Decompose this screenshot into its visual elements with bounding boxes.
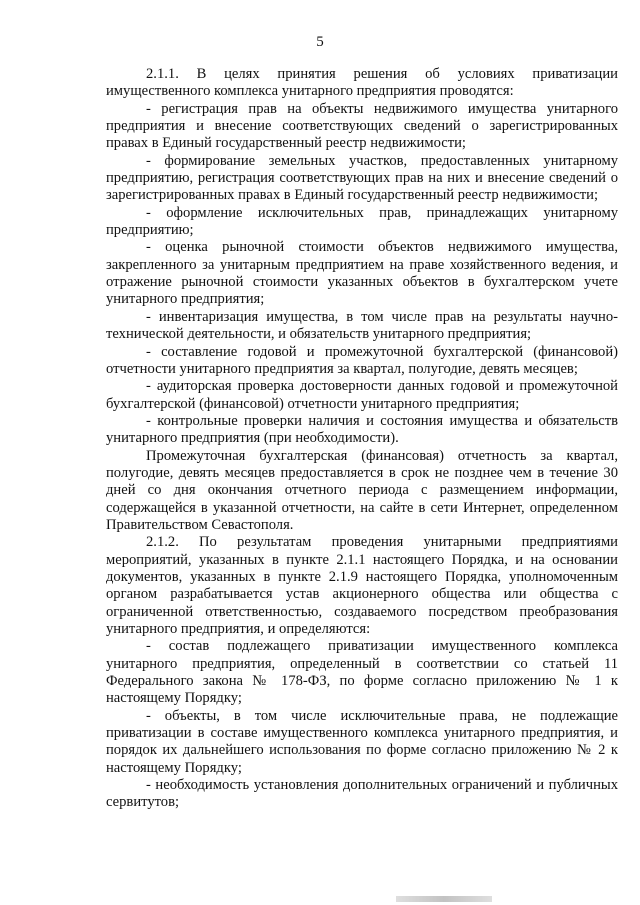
list-item-market-valuation: - оценка рыночной стоимости объектов недвижимого имущества, закрепленного за унитарным предприятием на праве хозяйственного ведения, и отражение рыночной стоимости указанных объектов в бухгалтерском учете унитарного предприятия; <box>106 239 618 308</box>
list-item-control-checks: - контрольные проверки наличия и состояния имущества и обязательств унитарного предприятия (при необходимости). <box>106 412 618 447</box>
list-item-restrictions: - необходимость установления дополнительных ограничений и публичных сервитутов; <box>106 777 618 811</box>
list-item-audit: - аудиторская проверка достоверности данных годовой и промежуточной бухгалтерской (финансовой) отчетности унитарного предприятия; <box>106 378 618 412</box>
scan-edge-mark <box>396 896 492 902</box>
list-item-exclusive-rights: - оформление исключительных прав, принадлежащих унитарному предприятию; <box>106 204 618 239</box>
list-item-property-complex: - состав подлежащего приватизации имущественного комплекса унитарного предприятия, определенный в соответствии со статьей 11 Федерального закона № 178-ФЗ, по форме согласно приложению № 1 к настоящему Порядку; <box>106 638 618 707</box>
list-item-inventory: - инвентаризация имущества, в том числе прав на результаты научно-технической деятельности, и обязательств унитарного предприятия; <box>106 308 618 343</box>
page-number: 5 <box>316 34 324 50</box>
document-body <box>106 66 618 812</box>
paragraph-interim-reporting: Промежуточная бухгалтерская (финансовая) отчетность за квартал, полугодие, девять месяцев предоставляется в срок не позднее чем в течение 30 дней со дня окончания отчетного периода с размещением информации, содержащейся в указанной отчетности, на сайте в сети Интернет, определенном Правительством Севастополя. <box>106 447 618 533</box>
paragraph-2-1-2: 2.1.2. По результатам проведения унитарными предприятиями мероприятий, указанных в пункте 2.1.1 настоящего Порядка, и на основании документов, указанных в пункте 2.1.9 настоящего Порядка, уполномоченным органом разрабатывается устав акционерного общества или общества с ограниченной ответственностью, создаваемого посредством преобразования унитарного предприятия, и определяются: <box>106 534 618 637</box>
list-item-excluded-objects: - объекты, в том числе исключительные права, не подлежащие приватизации в составе имущественного комплекса унитарного предприятия, и порядок их дальнейшего использования по форме согласно приложению № 2 к настоящему Порядку; <box>106 707 618 776</box>
list-item-rights-registration: - регистрация прав на объекты недвижимого имущества унитарного предприятия и внесение соответствующих сведений о зарегистрированных правах в Единый государственный реестр недвижимости; <box>106 100 618 152</box>
list-item-financial-statements: - составление годовой и промежуточной бухгалтерской (финансовой) отчетности унитарного предприятия за квартал, полугодие, девять месяцев; <box>106 343 618 377</box>
list-item-land-plots: - формирование земельных участков, предоставленных унитарному предприятию, регистрация соответствующих прав на них и внесение сведений о зарегистрированных правах в Единый государственный реестр недвижимости; <box>106 152 618 204</box>
paragraph-2-1-1: 2.1.1. В целях принятия решения об условиях приватизации имущественного комплекса унитарного предприятия проводятся: <box>106 66 618 100</box>
